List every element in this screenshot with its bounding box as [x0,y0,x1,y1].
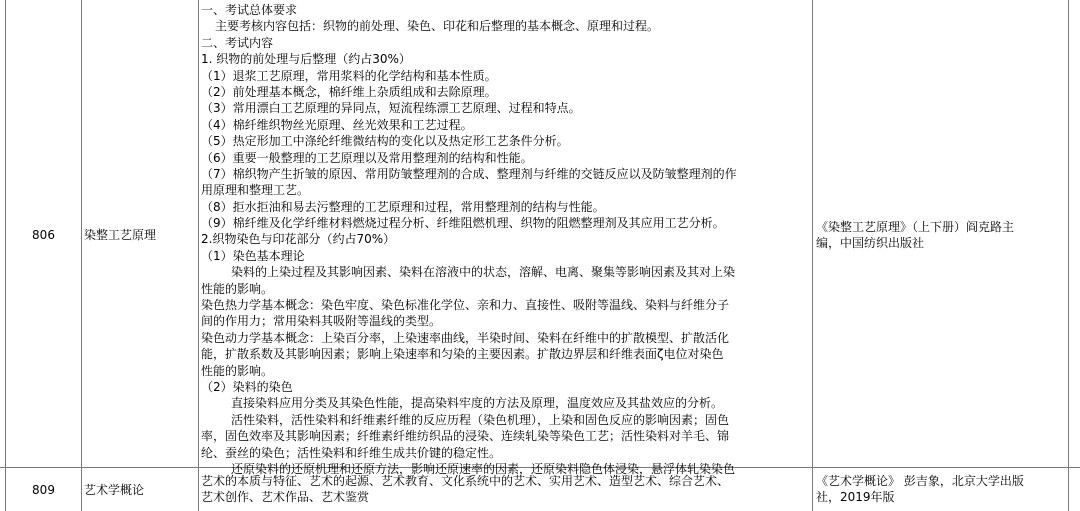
content-line: （1）退浆工艺原理，常用浆料的化学结构和基本性质。 [201,68,497,83]
content-line: （3）常用漂白工艺原理的异同点，短流程练漂工艺原理、过程和特点。 [201,101,581,116]
content-line: 染料的上染过程及其影响因素、染料在溶液中的状态，溶解、电离、聚集等影响因素及其对上染 [231,265,736,280]
content-line: （7）棉织物产生折皱的原因、常用防皱整理剂的合成、整理剂与纤维的交链反应以及防皱整理剂的作 [201,166,737,181]
column-border [81,0,82,511]
reference-line: 社，2019年版 [816,490,895,505]
exam-content [201,2,811,476]
content-line: 二、考试内容 [201,35,274,50]
content-line: （2）前处理基本概念，棉纤维上杂质组成和去除原理。 [201,84,497,99]
reference-book [816,473,1066,506]
content-line: 直接染料应用分类及其染色性能，提高染料牢度的方法及原理，温度效应及其盐效应的分析。 [231,396,724,411]
content-line: 性能的影响。 [201,363,274,378]
content-line: 艺术创作、艺术作品、艺术鉴赏 [201,490,370,505]
content-line: （9）棉纤维及化学纤维材料燃烧过程分析、纤维阻燃机理、织物的阻燃整理剂及其应用工艺分析。 [201,216,725,231]
exam-content [201,473,811,511]
content-line: （2）染料的染色 [201,379,293,394]
reference-line: 《染整工艺原理》（上下册）阎克路主 [816,220,1015,234]
column-border [5,0,6,511]
content-line: （8）拒水拒油和易去污整理的工艺原理和过程，常用整理剂的结构与性能。 [201,199,605,214]
subject-code: 809 [32,483,55,497]
content-line: 一、考试总体要求 [201,3,298,17]
column-border [198,0,199,511]
content-line: 用原理和整理工艺。 [201,183,310,198]
content-line: 染色动力学基本概念：上染百分率，上染速率曲线，半染时间、染料在纤维中的扩散模型、扩散活化 [201,330,730,345]
content-line: （6）重要一般整理的工艺原理以及常用整理剂的结构和性能。 [201,150,533,165]
content-line: 间的作用力；常用染料其吸附等温线的类型。 [201,314,442,329]
content-line: 能，扩散系数及其影响因素；影响上染速率和匀染的主要因素。扩散边界层和纤维表面ζ电位对染色 [201,347,724,362]
content-line: 率，固色效率及其影响因素；纤维素纤维纺织品的浸染、连续轧染等染色工艺；活性染料对羊毛、锦 [201,429,730,444]
column-border [812,0,813,511]
subject-name: 艺术学概论 [84,483,145,497]
subject-name: 染整工艺原理 [84,228,157,242]
column-border [1068,0,1069,511]
content-line: 艺术的本质与特征、艺术的起源、艺术教育、文化系统中的艺术、实用艺术、造型艺术、综合艺术、 [201,474,730,488]
reference-line: 《艺术学概论》 彭吉象，北京大学出版 [816,474,1024,488]
content-line: 活性染料，活性染料和纤维素纤维的反应历程（染色机理），上染和固色反应的影响因素；固色 [231,412,730,427]
subject-code: 806 [32,228,55,242]
content-line: （1）染色基本理论 [201,248,305,263]
content-line: 纶、蚕丝的染色；活性染料和纤维生成共价键的稳定性。 [201,445,502,460]
content-line: 还原染料的还原机理和还原方法，影响还原速率的因素，还原染料隐色体浸染，悬浮体轧染染色 [231,461,736,476]
reference-line: 编，中国纺织出版社 [816,236,925,251]
content-line: 2.织物染色与印花部分（约占70%） [201,232,396,247]
content-line: （5）热定形加工中涤纶纤维微结构的变化以及热定形工艺条件分析。 [201,134,569,149]
content-line: 1. 织物的前处理与后整理（约占30%） [201,52,411,67]
content-line: （4）棉纤维织物丝光原理、丝光效果和工艺过程。 [201,117,473,132]
content-line: 性能的影响。 [201,281,274,296]
content-line: 染色热力学基本概念：染色牢度、染色标准化学位、亲和力、直接性、吸附等温线、染料与纤维分子 [201,298,730,313]
content-line: 主要考核内容包括：织物的前处理、染色、印花和后整理的基本概念、原理和过程。 [215,19,660,34]
reference-book [816,219,1066,252]
